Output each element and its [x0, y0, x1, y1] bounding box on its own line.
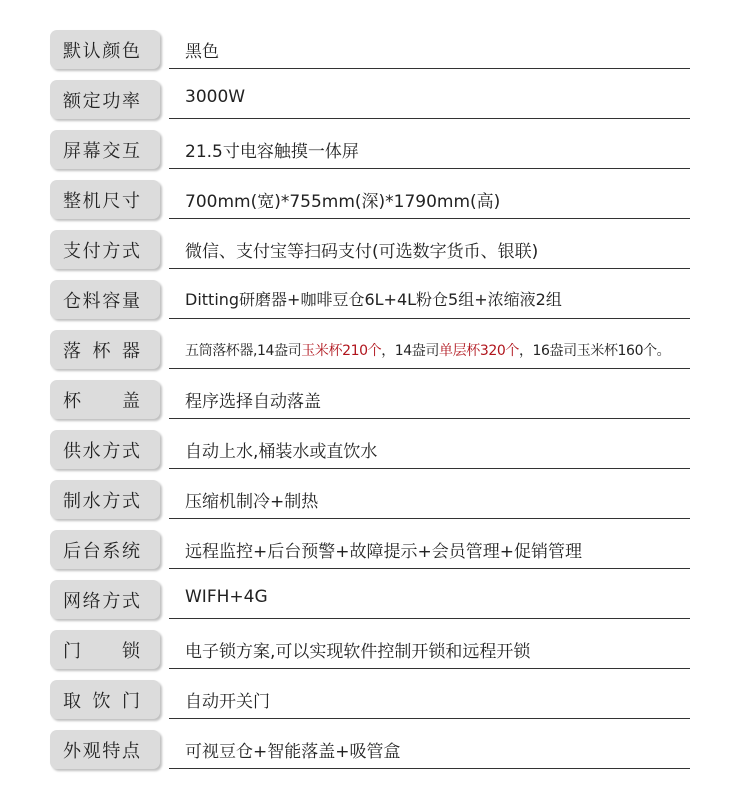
spec-value: 压缩机制冷+制热 — [185, 492, 319, 512]
row-divider — [169, 768, 690, 769]
spec-label: 供 水 方 式 — [50, 430, 160, 469]
row-divider — [169, 168, 690, 169]
highlight-text: 单层杯320个 — [439, 343, 519, 359]
spec-row — [0, 80, 750, 130]
row-divider — [169, 268, 690, 269]
row-divider — [169, 568, 690, 569]
spec-row — [0, 730, 750, 780]
spec-row — [0, 380, 750, 430]
row-divider — [169, 68, 690, 69]
row-divider — [169, 418, 690, 419]
spec-label: 落 杯 器 — [50, 330, 160, 369]
spec-row — [0, 330, 750, 380]
spec-value: 五筒落杯器,14盎司玉米杯210个，14盎司单层杯320个，16盎司玉米杯160个。 — [185, 343, 671, 359]
row-divider — [169, 668, 690, 669]
spec-value: Ditting研磨器+咖啡豆仓6L+4L粉仓5组+浓缩液2组 — [185, 290, 562, 309]
spec-value: 黑色 — [185, 42, 219, 62]
spec-row — [0, 180, 750, 230]
spec-row — [0, 130, 750, 180]
spec-value: 自动上水,桶装水或直饮水 — [185, 442, 378, 462]
spec-label: 网 络 方 式 — [50, 580, 160, 619]
row-divider — [169, 368, 690, 369]
spec-value: 700mm(宽)*755mm(深)*1790mm(高) — [185, 192, 501, 212]
spec-row — [0, 530, 750, 580]
spec-row — [0, 280, 750, 330]
spec-value: 电子锁方案,可以实现软件控制开锁和远程开锁 — [185, 642, 531, 662]
spec-value: 21.5寸电容触摸一体屏 — [185, 142, 359, 162]
spec-row — [0, 430, 750, 480]
row-divider — [169, 318, 690, 319]
spec-value: 远程监控+后台预警+故障提示+会员管理+促销管理 — [185, 542, 582, 562]
row-divider — [169, 618, 690, 619]
spec-label: 外 观 特 点 — [50, 730, 160, 769]
spec-value: WIFH+4G — [185, 587, 268, 607]
spec-label: 取 饮 门 — [50, 680, 160, 719]
row-divider — [169, 118, 690, 119]
spec-label: 杯 盖 — [50, 380, 160, 419]
spec-value: 自动开关门 — [185, 692, 270, 712]
spec-row — [0, 230, 750, 280]
row-divider — [169, 718, 690, 719]
spec-value: 程序选择自动落盖 — [185, 392, 321, 412]
spec-label: 支 付 方 式 — [50, 230, 160, 269]
spec-row — [0, 580, 750, 630]
spec-label: 仓 料 容 量 — [50, 280, 160, 319]
spec-label: 额 定 功 率 — [50, 80, 160, 119]
spec-row — [0, 680, 750, 730]
spec-label: 后 台 系 统 — [50, 530, 160, 569]
spec-row — [0, 30, 750, 80]
spec-value: 3000W — [185, 87, 246, 107]
row-divider — [169, 468, 690, 469]
row-divider — [169, 518, 690, 519]
spec-label: 屏 幕 交 互 — [50, 130, 160, 169]
spec-label: 门 锁 — [50, 630, 160, 669]
spec-label: 默 认 颜 色 — [50, 30, 160, 69]
row-divider — [169, 218, 690, 219]
spec-label: 制 水 方 式 — [50, 480, 160, 519]
spec-label: 整 机 尺 寸 — [50, 180, 160, 219]
spec-row — [0, 630, 750, 680]
spec-value: 可视豆仓+智能落盖+吸管盒 — [185, 742, 401, 762]
highlight-text: 玉米杯210个 — [301, 343, 382, 359]
spec-value: 微信、支付宝等扫码支付(可选数字货币、银联) — [185, 242, 539, 262]
spec-row — [0, 480, 750, 530]
